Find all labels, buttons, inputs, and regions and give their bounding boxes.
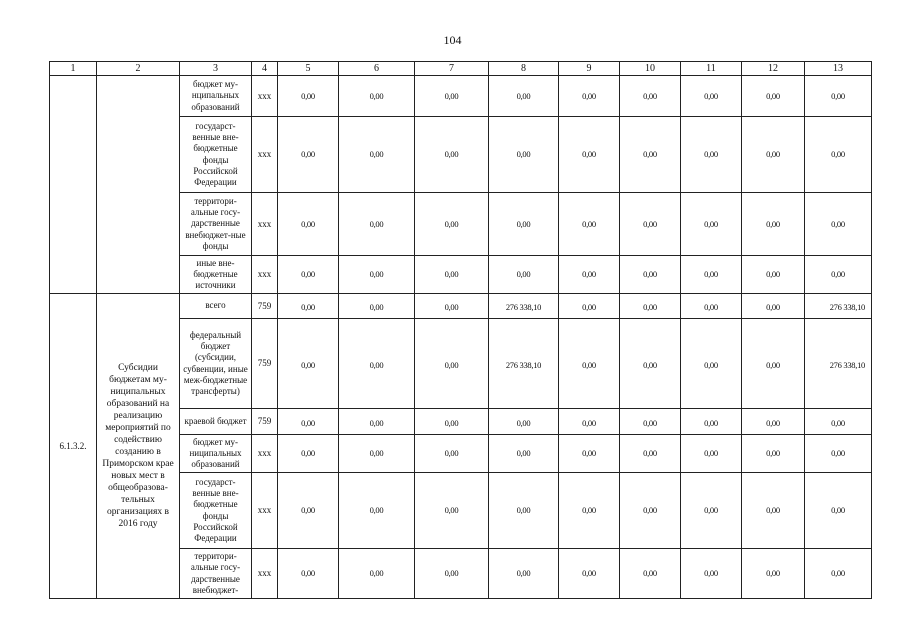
- value-cell: 0,00: [339, 117, 415, 193]
- funding-source: государст-венные вне-бюджетные фонды Российской Федерации: [180, 117, 252, 193]
- value-cell: 0,00: [278, 76, 339, 117]
- value-cell: 0,00: [559, 473, 620, 549]
- page-number: 104: [443, 33, 462, 47]
- kbk-cell: ххх: [252, 76, 278, 117]
- value-cell: 0,00: [489, 409, 559, 435]
- column-number-row: [50, 62, 872, 76]
- value-cell: 0,00: [489, 549, 559, 599]
- column-number: 5: [278, 62, 339, 76]
- value-cell: 0,00: [742, 435, 805, 473]
- value-cell: 0,00: [681, 294, 742, 319]
- value-cell: 0,00: [559, 294, 620, 319]
- value-cell: 0,00: [278, 193, 339, 256]
- value-cell: 0,00: [415, 294, 489, 319]
- value-cell: 0,00: [559, 549, 620, 599]
- kbk-cell: 759: [252, 409, 278, 435]
- funding-source: территори-альные госу-дарственные внебюджет-ные фонды: [180, 193, 252, 256]
- value-cell: 0,00: [339, 319, 415, 409]
- value-cell: 0,00: [681, 409, 742, 435]
- column-number: 12: [742, 62, 805, 76]
- value-cell: 0,00: [415, 117, 489, 193]
- value-cell: 0,00: [415, 193, 489, 256]
- value-cell: 276 338,10: [805, 294, 872, 319]
- funding-source: иные вне-бюджетные источники: [180, 256, 252, 294]
- empty-name-cell: [97, 76, 180, 294]
- value-cell: 0,00: [339, 193, 415, 256]
- value-cell: 0,00: [805, 193, 872, 256]
- table-row: [50, 76, 872, 117]
- value-cell: 0,00: [742, 256, 805, 294]
- value-cell: 0,00: [339, 256, 415, 294]
- value-cell: 0,00: [681, 435, 742, 473]
- value-cell: 0,00: [805, 117, 872, 193]
- value-cell: 0,00: [339, 409, 415, 435]
- funding-source: всего: [180, 294, 252, 319]
- value-cell: 0,00: [489, 76, 559, 117]
- value-cell: 0,00: [620, 549, 681, 599]
- column-number: 7: [415, 62, 489, 76]
- table-row: [50, 294, 872, 319]
- value-cell: 0,00: [681, 76, 742, 117]
- column-number: 8: [489, 62, 559, 76]
- value-cell: 0,00: [415, 319, 489, 409]
- kbk-cell: ххх: [252, 473, 278, 549]
- value-cell: 0,00: [339, 76, 415, 117]
- kbk-cell: ххх: [252, 435, 278, 473]
- kbk-cell: 759: [252, 294, 278, 319]
- value-cell: 0,00: [620, 117, 681, 193]
- value-cell: 0,00: [742, 319, 805, 409]
- funding-source: государст-венные вне-бюджетные фонды Российской Федерации: [180, 473, 252, 549]
- value-cell: 276 338,10: [489, 319, 559, 409]
- value-cell: 0,00: [559, 256, 620, 294]
- funding-source: федеральный бюджет (субсидии, субвенции, иные меж-бюджетные трансферты): [180, 319, 252, 409]
- value-cell: 0,00: [681, 473, 742, 549]
- value-cell: 0,00: [559, 319, 620, 409]
- value-cell: 0,00: [489, 256, 559, 294]
- value-cell: 0,00: [415, 435, 489, 473]
- value-cell: 0,00: [415, 256, 489, 294]
- value-cell: 0,00: [620, 435, 681, 473]
- value-cell: 0,00: [559, 409, 620, 435]
- value-cell: 0,00: [620, 256, 681, 294]
- budget-table: [49, 61, 872, 599]
- value-cell: 0,00: [415, 76, 489, 117]
- value-cell: 0,00: [415, 473, 489, 549]
- value-cell: 0,00: [805, 256, 872, 294]
- column-number: 6: [339, 62, 415, 76]
- value-cell: 0,00: [339, 435, 415, 473]
- empty-code-cell: [50, 76, 97, 294]
- column-number: 2: [97, 62, 180, 76]
- funding-source: территори-альные госу-дарственные внебюджет-: [180, 549, 252, 599]
- funding-source: бюджет му-нципальных образований: [180, 76, 252, 117]
- value-cell: 0,00: [489, 435, 559, 473]
- value-cell: 0,00: [489, 117, 559, 193]
- column-number: 9: [559, 62, 620, 76]
- value-cell: 0,00: [489, 193, 559, 256]
- value-cell: 0,00: [742, 193, 805, 256]
- value-cell: 0,00: [620, 294, 681, 319]
- value-cell: 0,00: [559, 76, 620, 117]
- value-cell: 0,00: [339, 473, 415, 549]
- value-cell: 0,00: [489, 473, 559, 549]
- funding-source: бюджет му-ниципальных образований: [180, 435, 252, 473]
- value-cell: 0,00: [805, 473, 872, 549]
- value-cell: 0,00: [278, 549, 339, 599]
- value-cell: 0,00: [559, 435, 620, 473]
- value-cell: 0,00: [742, 294, 805, 319]
- value-cell: 276 338,10: [489, 294, 559, 319]
- column-number: 13: [805, 62, 872, 76]
- column-number: 10: [620, 62, 681, 76]
- value-cell: 0,00: [620, 409, 681, 435]
- kbk-cell: ххх: [252, 549, 278, 599]
- value-cell: 0,00: [742, 76, 805, 117]
- value-cell: 0,00: [278, 435, 339, 473]
- value-cell: 0,00: [620, 319, 681, 409]
- value-cell: 0,00: [278, 256, 339, 294]
- value-cell: 0,00: [681, 319, 742, 409]
- column-number: 11: [681, 62, 742, 76]
- value-cell: 0,00: [339, 294, 415, 319]
- value-cell: 0,00: [415, 409, 489, 435]
- value-cell: 0,00: [681, 549, 742, 599]
- kbk-cell: ххх: [252, 117, 278, 193]
- value-cell: 0,00: [278, 473, 339, 549]
- value-cell: 0,00: [805, 76, 872, 117]
- item-code: 6.1.3.2.: [50, 294, 97, 599]
- value-cell: 0,00: [620, 76, 681, 117]
- value-cell: 0,00: [681, 256, 742, 294]
- funding-source: краевой бюджет: [180, 409, 252, 435]
- value-cell: 0,00: [742, 117, 805, 193]
- column-number: 4: [252, 62, 278, 76]
- value-cell: 0,00: [805, 435, 872, 473]
- kbk-cell: ххх: [252, 256, 278, 294]
- kbk-cell: ххх: [252, 193, 278, 256]
- column-number: 3: [180, 62, 252, 76]
- column-number: 1: [50, 62, 97, 76]
- value-cell: 0,00: [559, 193, 620, 256]
- value-cell: 0,00: [278, 319, 339, 409]
- value-cell: 0,00: [559, 117, 620, 193]
- value-cell: 0,00: [805, 549, 872, 599]
- value-cell: 0,00: [681, 117, 742, 193]
- value-cell: 0,00: [742, 549, 805, 599]
- value-cell: 0,00: [681, 193, 742, 256]
- value-cell: 276 338,10: [805, 319, 872, 409]
- kbk-cell: 759: [252, 319, 278, 409]
- value-cell: 0,00: [278, 409, 339, 435]
- value-cell: 0,00: [415, 549, 489, 599]
- value-cell: 0,00: [742, 409, 805, 435]
- value-cell: 0,00: [278, 117, 339, 193]
- value-cell: 0,00: [620, 193, 681, 256]
- item-name: Субсидии бюджетам му-ниципальных образований на реализацию мероприятий по содействию созданию в Приморском крае новых мест в общеобразова-тельных организациях в 2016 году: [97, 294, 180, 599]
- value-cell: 0,00: [620, 473, 681, 549]
- value-cell: 0,00: [339, 549, 415, 599]
- value-cell: 0,00: [278, 294, 339, 319]
- value-cell: 0,00: [742, 473, 805, 549]
- value-cell: 0,00: [805, 409, 872, 435]
